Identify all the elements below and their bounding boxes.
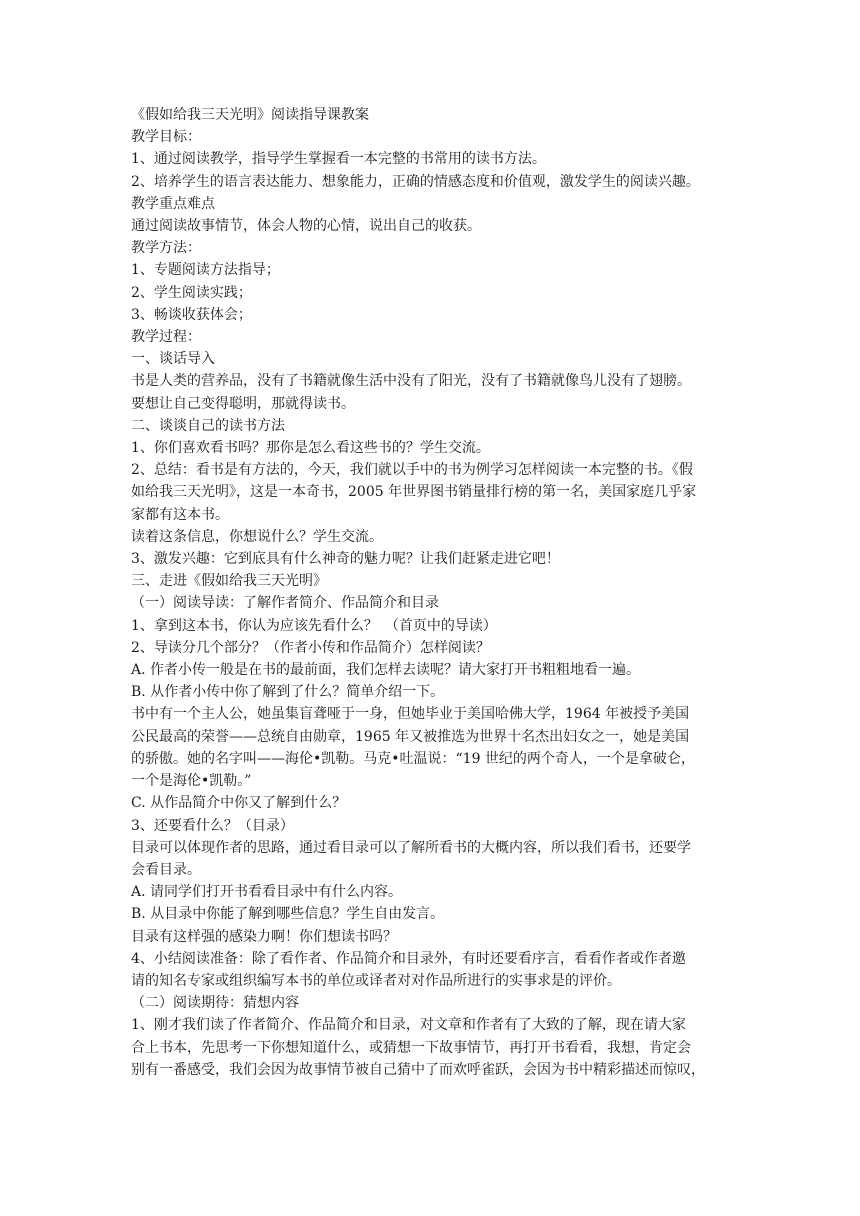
text-line: 教学重点难点 bbox=[131, 195, 215, 212]
text-line: 1、拿到这本书，你认为应该先看什么？ （首页中的导读） bbox=[131, 617, 497, 634]
text-line: 的骄傲。她的名字叫——海伦•凯勒。马克•吐温说：“19 世纪的两个奇人，一个是拿破仑， bbox=[131, 750, 695, 767]
text-line: 一个是海伦•凯勒。” bbox=[131, 773, 252, 790]
text-line: 读着这条信息，你想说什么？学生交流。 bbox=[131, 528, 383, 545]
text-line: A. 作者小传一般是在书的最前面，我们怎样去读呢？请大家打开书粗粗地看一遍。 bbox=[131, 662, 641, 679]
text-line: C. 从作品简介中你又了解到什么？ bbox=[131, 795, 347, 812]
text-line: 教学方法： bbox=[131, 240, 201, 257]
text-line: 要想让自己变得聪明，那就得读书。 bbox=[131, 395, 355, 412]
text-line: 4、小结阅读准备：除了看作者、作品简介和目录外，有时还要看序言，看看作者或作者邀 bbox=[131, 950, 686, 967]
text-line: 书是人类的营养品，没有了书籍就像生活中没有了阳光，没有了书籍就像鸟儿没有了翅膀。 bbox=[131, 373, 691, 390]
text-line: 目录可以体现作者的思路，通过看目录可以了解所看书的大概内容，所以我们看书，还要学 bbox=[131, 839, 691, 856]
text-line: 2、学生阅读实践； bbox=[131, 284, 252, 301]
text-line: A. 请同学们打开书看看目录中有什么内容。 bbox=[131, 884, 403, 901]
text-line: （一）阅读导读：了解作者简介、作品简介和目录 bbox=[131, 595, 439, 612]
text-line: 二、谈谈自己的读书方法 bbox=[131, 417, 285, 434]
text-line: B. 从作者小传中你了解到了什么？简单介绍一下。 bbox=[131, 684, 445, 701]
text-line: 如给我三天光明》，这是一本奇书，2005 年世界图书销量排行榜的第一名，美国家庭几乎家 bbox=[131, 484, 697, 501]
text-line: 2、培养学生的语言表达能力、想象能力，正确的情感态度和价值观，激发学生的阅读兴趣。 bbox=[131, 173, 700, 190]
text-line: 请的知名专家或组织编写本书的单位或译者对对作品所进行的实事求是的评价。 bbox=[131, 972, 621, 989]
text-line: 教学目标： bbox=[131, 129, 201, 146]
text-line: 1、通过阅读教学，指导学生掌握看一本完整的书常用的读书方法。 bbox=[131, 151, 546, 168]
document-title: 《假如给我三天光明》阅读指导课教案 bbox=[131, 107, 369, 123]
text-line: 教学过程： bbox=[131, 329, 201, 346]
text-line: 1、刚才我们读了作者简介、作品简介和目录，对文章和作者有了大致的了解，现在请大家 bbox=[131, 1017, 686, 1034]
text-line: （二）阅读期待：猜想内容 bbox=[131, 995, 299, 1012]
text-line: 一、谈话导入 bbox=[131, 351, 215, 368]
text-line: 合上书本，先思考一下你想知道什么，或猜想一下故事情节，再打开书看看，我想，肯定会 bbox=[131, 1039, 691, 1056]
text-line: 通过阅读故事情节，体会人物的心情，说出自己的收获。 bbox=[131, 218, 481, 235]
document-body bbox=[131, 104, 733, 1081]
text-line: 2、总结：看书是有方法的，今天，我们就以手中的书为例学习怎样阅读一本完整的书。《假 bbox=[131, 462, 693, 479]
text-line: 公民最高的荣誉——总统自由勋章，1965 年又被推选为世界十名杰出妇女之一，她是美国 bbox=[131, 728, 690, 745]
text-line: 别有一番感受，我们会因为故事情节被自己猜中了而欢呼雀跃，会因为书中精彩描述而惊叹， bbox=[131, 1061, 705, 1078]
text-line: 2、导读分几个部分？（作者小传和作品简介）怎样阅读？ bbox=[131, 639, 490, 656]
text-line: 1、专题阅读方法指导； bbox=[131, 262, 280, 279]
text-line: 3、激发兴趣：它到底具有什么神奇的魅力呢？让我们赶紧走进它吧！ bbox=[131, 551, 560, 568]
text-line: 3、还要看什么？（目录） bbox=[131, 817, 294, 834]
text-line: 会看目录。 bbox=[131, 861, 201, 878]
text-line: 目录有这样强的感染力啊！你们想读书吗？ bbox=[131, 928, 397, 945]
text-line: 书中有一个主人公，她虽集盲聋哑于一身，但她毕业于美国哈佛大学，1964 年被授予美国 bbox=[131, 706, 690, 723]
text-line: 家都有这本书。 bbox=[131, 506, 229, 523]
text-line: 1、你们喜欢看书吗？那你是怎么看这些书的？学生交流。 bbox=[131, 440, 490, 457]
text-line: B. 从目录中你能了解到哪些信息？学生自由发言。 bbox=[131, 906, 445, 923]
text-line: 三、走进《假如给我三天光明》 bbox=[131, 573, 327, 590]
text-line: 3、畅谈收获体会； bbox=[131, 306, 252, 323]
